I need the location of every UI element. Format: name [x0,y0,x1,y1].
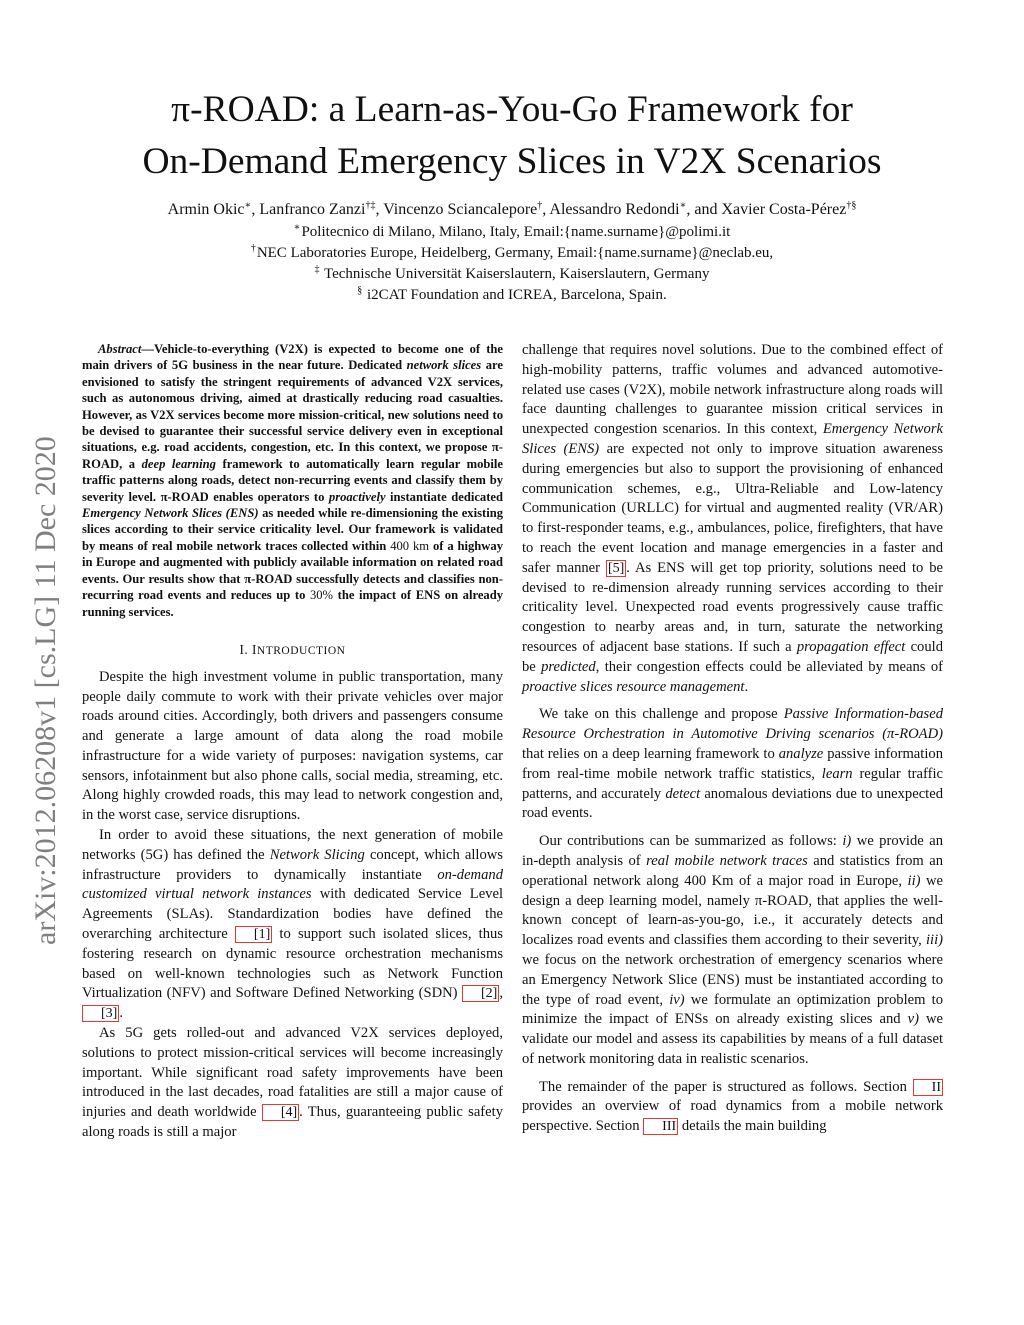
author-name: Vincenzo Sciancalepore [383,201,538,218]
affiliation-mark: † [250,243,256,254]
citation-link[interactable]: [1] [235,926,272,943]
abstract-math: 400 km [390,538,430,553]
section-numeral: I. [239,641,253,657]
author-mark: ∗ [679,200,687,211]
affiliation-mark: § [357,285,363,296]
paragraph-emph: propagation effect [796,638,906,655]
author-mark: † [537,200,543,211]
author-list [62,199,962,221]
list-marker: v) [907,1011,919,1028]
paragraph-text: challenge that requires novel solutions. Due to the combined effect of high-mobility patterns, traffic volumes and advanced automotive-related use cases (V2X), mobile network infrastructure along roads will face daunting challenges to guarantee mission critical services in unexpected congestion scenarios. In this context, [522,342,943,438]
paragraph-text: we design a deep learning model, namely π-ROAD, that applies the well-known concept of learn-as-you-go, i.e., it accurately detects and localizes road events and classifies them according to their severity, [522,872,943,949]
affiliation-text: Politecnico di Milano, Milano, Italy, Email:{name.surname}@polimi.it [301,224,731,240]
section-link[interactable]: III [643,1118,678,1135]
paragraph-emph: analyze [778,745,824,762]
author-name: Armin Okic [167,201,245,218]
paragraph-text: The remainder of the paper is structured as follows. Section [539,1078,913,1095]
title-line-1: π-ROAD: a Learn-as-You-Go Framework for [171,89,853,130]
right-paragraph-2 [522,705,943,824]
affiliation-4 [62,285,962,305]
paragraph-emph: on-demand customized virtual network instances [82,866,503,903]
paragraph-emph: proactive slices resource management [522,678,745,695]
section-title-rest: NTRODUCTION [256,644,346,657]
paragraph-text: we focus on the network orchestration of emergency scenarios where an Emergency Network Slice (ENS) must be instantiated according to the type of road event, [522,951,943,1008]
paragraph-text: are expected not only to improve situation awareness during emergencies but also to support the provisioning of enhanced communication schemes, e.g., Ultra-Reliable and Low-latency Communication (URLLC) for virtual and augmented reality (VR/AR) to first-responder teams, e.g., ambulances, police, firefighters, that have to reach the event location and manage emergencies in a faster and safer manner [522,440,944,576]
paragraph-text: regular traffic patterns, and accurately [522,765,943,802]
paragraph-text: with dedicated Service Level Agreements (SLAs). Standardization bodies have defined the overarching architecture [82,886,504,943]
left-column [82,341,503,1143]
author-separator: , and [686,201,722,218]
paragraph-text: provides an overview of road dynamics from a mobile network perspective. Section [522,1098,943,1135]
paragraph-text: We take on this challenge and propose [539,706,784,723]
author-separator: , [542,201,550,218]
paragraph-text: anomalous deviations due to unexpected road events. [522,785,944,822]
author-name: Alessandro Redondi [549,201,680,218]
paragraph-text: to support such isolated slices, thus fostering research on dynamic resource orchestration mechanisms based on well-known technologies such as Network Function Virtualization (NFV) and Software Defined Networking (SDN) [82,926,503,1002]
abstract-text: of a highway in Europe and augmented with publicly available information on related road events. Our results show that π-ROAD successfully detects and classifies non-recurring road events and reduces up to [82,538,503,603]
author-mark: †‡ [365,200,376,211]
paragraph-text: , their congestion effects could be alleviated by means of [595,658,943,675]
abstract-dash: — [141,342,154,356]
citation-link[interactable]: [3] [82,1005,119,1022]
paragraph-text: As 5G gets rolled-out and advanced V2X services deployed, solutions to protect mission-critical services will become increasingly important. While significant road safety improvements have been introduced in the last decades, road fatalities are still a major cause of injuries and death worldwide [82,1025,503,1121]
right-paragraph-1 [522,341,943,697]
author-name: Xavier Costa-Pérez [721,201,847,218]
paper-title [62,84,962,188]
affiliation-mark: ∗ [293,222,301,233]
paragraph-emph: detect [665,785,701,802]
paragraph-text: and statistics from an operational network along 400 Km of a major road in Europe, [522,852,943,889]
paragraph-text: we provide an in-depth analysis of [522,833,943,869]
paragraph-emph: real mobile network traces [646,852,808,869]
abstract-emph: Emergency Network Slices (ENS) [82,506,259,521]
intro-paragraph-3 [82,1024,503,1143]
right-paragraph-3 [522,832,943,1070]
author-mark: †§ [846,200,857,211]
section-link[interactable]: II [913,1079,943,1096]
abstract [82,341,503,620]
abstract-emph: proactively [328,489,386,504]
abstract-math: 30% [309,588,334,603]
paragraph-text: concept, which allows infrastructure providers to dynamically instantiate [82,846,503,883]
title-line-2: On-Demand Emergency Slices in V2X Scenarios [142,141,882,182]
affiliation-text: Technische Universität Kaiserslautern, Kaiserslautern, Germany [320,266,710,282]
abstract-text: the impact of ENS on already running services. [82,588,504,619]
paragraph-text: we formulate an optimization problem to minimize the impact of ENSs on already existing slices and [522,991,943,1028]
list-marker: iv) [669,991,685,1008]
abstract-lead: Abstract [98,342,142,356]
paragraph-text: . [119,1005,123,1022]
paragraph-emph: Emergency Network Slices (ENS) [522,421,943,457]
paragraph-text: could be [522,638,943,675]
author-separator: , [375,201,384,218]
abstract-text: framework to automatically learn regular mobile traffic patterns along roads, detect non-recurring events and classify them by severity level. π-ROAD enables operators to [82,456,504,504]
paragraph-text: In order to avoid these situations, the next generation of mobile networks (5G) has defined the [82,827,503,863]
paragraph-text: , [499,985,503,1002]
abstract-text: Vehicle-to-everything (V2X) is expected to become one of the main drivers of 5G business in the near future. Dedicated [82,342,503,373]
paragraph-text: . [744,678,749,695]
section-title-initial: I [252,641,257,657]
arxiv-stamp[interactable]: arXiv:2012.06208v1 [cs.LG] 11 Dec 2020 [29,436,62,945]
author-separator: , [251,201,260,218]
list-marker: i) [842,833,852,850]
affiliation-mark: ‡ [314,264,320,275]
paragraph-text: . As ENS will get top priority, solutions need to be devised to re-dimension already running services according to their criticality level. Unexpected road events progressively cause traffic congestion to nearby areas and, in turn, saturate the networking resources of adjacent base stations. If such a [522,559,943,655]
citation-link[interactable]: [4] [262,1104,299,1121]
abstract-emph: deep learning [141,456,216,471]
abstract-emph: network slices [406,358,482,373]
paragraph-emph: Network Slicing [269,846,365,863]
right-paragraph-4 [522,1078,943,1137]
paragraph-text: passive information from real-time mobile network traffic statistics, [522,745,943,782]
paragraph-emph: predicted [541,658,596,675]
affiliation-2 [62,243,962,263]
citation-link[interactable]: [2] [462,985,499,1002]
list-marker: ii) [907,872,921,889]
affiliation-text: i2CAT Foundation and ICREA, Barcelona, Spain. [363,287,667,303]
abstract-text: as needed while re-dimensioning the existing slices according to their service criticality level. Our framework is validated by means of real mobile network traces collected within [82,506,503,553]
abstract-text: are envisioned to satisfy the stringent requirements of advanced V2X services, such as autonomous driving, aimed at drastically reducing road casualties. However, as V2X services become more mission-critical, new solutions need to be devised to guarantee their successful service delivery even in exceptional situations, e.g. road accidents, congestion, etc. In this context, we propose π-ROAD, a [82,358,503,471]
paragraph-text: that relies on a deep learning framework to [522,745,779,762]
author-mark: ∗ [244,200,252,211]
section-heading-introduction [82,640,503,662]
paragraph-emph: Passive Information-based Resource Orchestration in Automotive Driving scenarios (π-ROAD) [522,706,943,743]
list-marker: iii) [925,932,943,949]
affiliation-text: NEC Laboratories Europe, Heidelberg, Germany, Email:{name.surname}@neclab.eu, [256,245,774,261]
paragraph-emph: learn [821,765,853,782]
intro-paragraph-1: Despite the high investment volume in public transportation, many people daily commute to work with their private vehicles over major roads around cities. Accordingly, both drivers and passengers consume and generate a large amount of data along the road mobile infrastructure for a wide variety of purposes: navigation systems, car sensors, infotainment but also phone calls, social media, streaming, etc. Along highly crowded roads, this may lead to network congestion and, in the worst case, service disruptions. [82,668,503,824]
citation-link[interactable]: [5] [607,560,625,576]
right-column [522,341,943,1137]
abstract-text: instantiate dedicated [385,489,503,504]
intro-paragraph-2 [82,826,503,1024]
paragraph-text: Our contributions can be summarized as follows: [539,833,843,850]
affiliation-1 [62,222,962,242]
paragraph-text: we validate our model and assess its capabilities by means of a full dataset of network monitoring data in realistic scenarios. [522,1011,943,1067]
affiliation-3 [62,264,962,284]
paragraph-text: details the main building [678,1118,827,1135]
paragraph-text: . Thus, guaranteeing public safety along roads is still a major [82,1104,503,1141]
author-name: Lanfranco Zanzi [259,201,366,218]
